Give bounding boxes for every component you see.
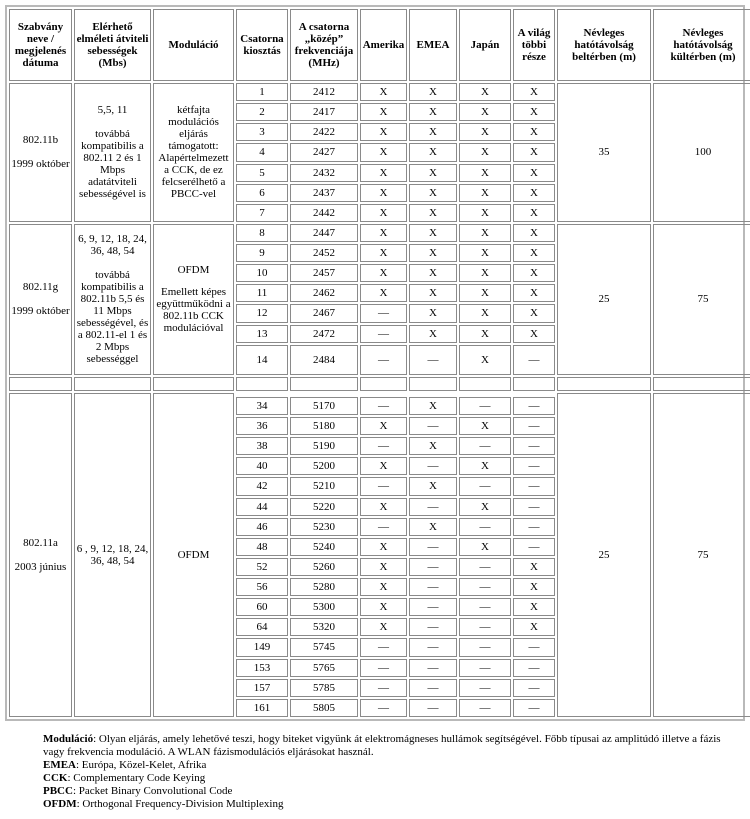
outdoor-range-802-11g: 75: [653, 224, 750, 375]
channel-number: 64: [236, 618, 288, 636]
america-availability: X: [360, 457, 407, 475]
rest-of-world-availability: —: [513, 437, 555, 455]
center-frequency: 5180: [290, 417, 358, 435]
channel-number: 14: [236, 345, 288, 375]
japan-availability: X: [459, 325, 511, 343]
america-availability: —: [360, 518, 407, 536]
channel-number: 60: [236, 598, 288, 616]
modulation-802-11g: [153, 224, 234, 375]
emea-availability: X: [409, 204, 457, 222]
channel-number: 12: [236, 304, 288, 322]
america-availability: —: [360, 477, 407, 495]
center-frequency: 5765: [290, 659, 358, 677]
emea-availability: —: [409, 345, 457, 375]
channel-number: 3: [236, 123, 288, 141]
japan-availability: —: [459, 558, 511, 576]
channel-number: 11: [236, 284, 288, 302]
america-availability: —: [360, 699, 407, 717]
standard-date: 1999 október: [11, 305, 70, 318]
japan-availability: X: [459, 83, 511, 101]
rest-of-world-availability: —: [513, 477, 555, 495]
america-availability: —: [360, 638, 407, 656]
emea-availability: X: [409, 397, 457, 415]
header-channel: Csatorna kiosztás: [236, 9, 288, 81]
header-emea: EMEA: [409, 9, 457, 81]
america-availability: —: [360, 679, 407, 697]
japan-availability: X: [459, 457, 511, 475]
japan-availability: —: [459, 598, 511, 616]
japan-availability: X: [459, 164, 511, 182]
emea-availability: —: [409, 598, 457, 616]
america-availability: —: [360, 437, 407, 455]
modulation-name: OFDM: [177, 264, 210, 277]
rest-of-world-availability: X: [513, 184, 555, 202]
modulation-text: kétfajta modulációs eljárás támogatott: Alapértelmezett a CCK, de ez felcserélhető a PBCC-vel: [158, 104, 229, 201]
rest-of-world-availability: —: [513, 417, 555, 435]
emea-availability: —: [409, 417, 457, 435]
japan-availability: X: [459, 103, 511, 121]
channel-number: 161: [236, 699, 288, 717]
channel-number: 40: [236, 457, 288, 475]
header-modulation: Moduláció: [153, 9, 234, 81]
emea-availability: X: [409, 304, 457, 322]
america-availability: X: [360, 417, 407, 435]
america-availability: X: [360, 538, 407, 556]
footnote: PBCC: Packet Binary Convolutional Code: [43, 785, 233, 797]
block-802-11a: [9, 393, 750, 717]
center-frequency: 2417: [290, 103, 358, 121]
speed-values: 6 , 9, 12, 18, 24, 36, 48, 54: [76, 542, 149, 567]
rest-of-world-availability: —: [513, 659, 555, 677]
channel-number: 46: [236, 518, 288, 536]
rest-of-world-availability: X: [513, 143, 555, 161]
rest-of-world-availability: X: [513, 618, 555, 636]
standard-802-11g: [9, 224, 72, 375]
channel-number: 52: [236, 558, 288, 576]
rest-of-world-availability: —: [513, 638, 555, 656]
japan-availability: —: [459, 618, 511, 636]
center-frequency: 5240: [290, 538, 358, 556]
footnote: OFDM: Orthogonal Frequency-Division Multiplexing: [43, 798, 284, 810]
footnote: CCK: Complementary Code Keying: [43, 772, 206, 784]
rest-of-world-availability: —: [513, 345, 555, 375]
america-availability: X: [360, 498, 407, 516]
channel-number: 10: [236, 264, 288, 282]
block-802-11bg: [9, 83, 750, 375]
america-availability: —: [360, 397, 407, 415]
outdoor-range-802-11a: 75: [653, 393, 750, 717]
channel-number: 7: [236, 204, 288, 222]
rest-of-world-availability: —: [513, 397, 555, 415]
rest-of-world-availability: X: [513, 164, 555, 182]
speed-note: továbbá kompatibilis a 802.11b 5,5 és 11 Mbps sebességével, és a 802.11-el 1 és 2 Mbps sebességgel: [76, 269, 149, 366]
japan-availability: X: [459, 123, 511, 141]
japan-availability: X: [459, 204, 511, 222]
japan-availability: X: [459, 304, 511, 322]
center-frequency: 5230: [290, 518, 358, 536]
rest-of-world-availability: X: [513, 578, 555, 596]
emea-availability: —: [409, 457, 457, 475]
indoor-range-802-11g: 25: [557, 224, 651, 375]
header-speed: Elérhető elméleti átviteli sebességek (Mbs): [74, 9, 151, 81]
channel-number: 5: [236, 164, 288, 182]
center-frequency: 2447: [290, 224, 358, 242]
footnotes: [43, 733, 743, 811]
rest-of-world-availability: X: [513, 304, 555, 322]
emea-availability: —: [409, 659, 457, 677]
america-availability: X: [360, 204, 407, 222]
channel-number: 34: [236, 397, 288, 415]
outdoor-range-802-11b: 100: [653, 83, 750, 222]
japan-availability: X: [459, 538, 511, 556]
rest-of-world-availability: —: [513, 518, 555, 536]
japan-availability: X: [459, 417, 511, 435]
center-frequency: 2432: [290, 164, 358, 182]
america-availability: X: [360, 578, 407, 596]
japan-availability: X: [459, 244, 511, 262]
emea-availability: —: [409, 699, 457, 717]
footnote: Moduláció: Olyan eljárás, amely lehetővé teszi, hogy biteket vigyünk át elektromágneses hullámok segítségével. Főbb típusai az amplitúdó illetve a fázis vagy frekvencia moduláció. A WLAN fázismodulációs eljárásokat használ.: [43, 733, 721, 758]
rest-of-world-availability: X: [513, 83, 555, 101]
separator-row: [9, 377, 750, 391]
japan-availability: X: [459, 498, 511, 516]
japan-availability: —: [459, 638, 511, 656]
standard-name: 802.11b: [22, 134, 59, 147]
modulation-802-11b: [153, 83, 234, 222]
america-availability: X: [360, 123, 407, 141]
center-frequency: 2412: [290, 83, 358, 101]
japan-availability: —: [459, 679, 511, 697]
header-standard: Szabvány neve / megjelenés dátuma: [9, 9, 72, 81]
center-frequency: 2457: [290, 264, 358, 282]
america-availability: —: [360, 659, 407, 677]
japan-availability: —: [459, 437, 511, 455]
emea-availability: —: [409, 679, 457, 697]
speed-802-11g: [74, 224, 151, 375]
america-availability: X: [360, 598, 407, 616]
center-frequency: 2452: [290, 244, 358, 262]
speed-note: továbbá kompatibilis a 802.11 2 és 1 Mbps adatátviteli sebességével is: [79, 128, 146, 201]
header-row: [9, 9, 750, 81]
emea-availability: X: [409, 103, 457, 121]
channel-number: 153: [236, 659, 288, 677]
rest-of-world-availability: —: [513, 699, 555, 717]
table-row: [9, 224, 750, 242]
emea-availability: X: [409, 264, 457, 282]
channel-number: 42: [236, 477, 288, 495]
america-availability: X: [360, 103, 407, 121]
emea-availability: X: [409, 123, 457, 141]
rest-of-world-availability: X: [513, 598, 555, 616]
indoor-range-802-11a: 25: [557, 393, 651, 717]
japan-availability: X: [459, 345, 511, 375]
speed-802-11a: [74, 393, 151, 717]
emea-availability: X: [409, 477, 457, 495]
center-frequency: 5805: [290, 699, 358, 717]
emea-availability: —: [409, 538, 457, 556]
japan-availability: X: [459, 184, 511, 202]
rest-of-world-availability: X: [513, 558, 555, 576]
japan-availability: X: [459, 143, 511, 161]
header-frequency: A csatorna „közép” frekvenciája (MHz): [290, 9, 358, 81]
emea-availability: X: [409, 325, 457, 343]
header-indoor-range: Névleges hatótávolság beltérben (m): [557, 9, 651, 81]
center-frequency: 5220: [290, 498, 358, 516]
center-frequency: 5210: [290, 477, 358, 495]
center-frequency: 2437: [290, 184, 358, 202]
emea-availability: X: [409, 518, 457, 536]
center-frequency: 5320: [290, 618, 358, 636]
center-frequency: 5190: [290, 437, 358, 455]
america-availability: X: [360, 164, 407, 182]
speed-values: 6, 9, 12, 18, 24, 36, 48, 54: [78, 233, 147, 258]
japan-availability: X: [459, 264, 511, 282]
rest-of-world-availability: X: [513, 264, 555, 282]
channel-number: 157: [236, 679, 288, 697]
header-rest-of-world: A világ többi része: [513, 9, 555, 81]
emea-availability: —: [409, 558, 457, 576]
rest-of-world-availability: X: [513, 284, 555, 302]
emea-availability: —: [409, 578, 457, 596]
channel-number: 6: [236, 184, 288, 202]
center-frequency: 5200: [290, 457, 358, 475]
america-availability: X: [360, 184, 407, 202]
standard-date: 2003 június: [14, 560, 67, 573]
rest-of-world-availability: X: [513, 325, 555, 343]
center-frequency: 2427: [290, 143, 358, 161]
center-frequency: 2442: [290, 204, 358, 222]
channel-number: 48: [236, 538, 288, 556]
standard-802-11b: [9, 83, 72, 222]
japan-availability: —: [459, 518, 511, 536]
channel-number: 2: [236, 103, 288, 121]
header-outdoor-range: Névleges hatótávolság kültérben (m): [653, 9, 750, 81]
center-frequency: 2472: [290, 325, 358, 343]
separator-rows: [9, 377, 750, 391]
emea-availability: X: [409, 164, 457, 182]
america-availability: —: [360, 304, 407, 322]
center-frequency: 5260: [290, 558, 358, 576]
center-frequency: 5280: [290, 578, 358, 596]
america-availability: X: [360, 244, 407, 262]
emea-availability: —: [409, 618, 457, 636]
center-frequency: 5785: [290, 679, 358, 697]
america-availability: X: [360, 143, 407, 161]
japan-availability: X: [459, 284, 511, 302]
america-availability: —: [360, 345, 407, 375]
emea-availability: X: [409, 244, 457, 262]
rest-of-world-availability: X: [513, 123, 555, 141]
table-row: [9, 83, 750, 101]
center-frequency: 2484: [290, 345, 358, 375]
table-frame: [5, 5, 745, 721]
emea-availability: X: [409, 224, 457, 242]
emea-availability: X: [409, 143, 457, 161]
emea-availability: X: [409, 437, 457, 455]
rest-of-world-availability: —: [513, 538, 555, 556]
channel-number: 44: [236, 498, 288, 516]
japan-availability: —: [459, 659, 511, 677]
america-availability: X: [360, 224, 407, 242]
channel-number: 36: [236, 417, 288, 435]
rest-of-world-availability: —: [513, 498, 555, 516]
america-availability: —: [360, 325, 407, 343]
japan-availability: —: [459, 699, 511, 717]
center-frequency: 2467: [290, 304, 358, 322]
japan-availability: —: [459, 477, 511, 495]
wlan-standards-table: [7, 7, 750, 719]
standard-date: 1999 október: [11, 158, 70, 171]
channel-number: 9: [236, 244, 288, 262]
channel-number: 149: [236, 638, 288, 656]
channel-number: 13: [236, 325, 288, 343]
channel-number: 1: [236, 83, 288, 101]
emea-availability: —: [409, 498, 457, 516]
header-japan: Japán: [459, 9, 511, 81]
rest-of-world-availability: —: [513, 457, 555, 475]
standard-802-11a: [9, 393, 72, 717]
emea-availability: X: [409, 83, 457, 101]
channel-number: 4: [236, 143, 288, 161]
america-availability: X: [360, 558, 407, 576]
speed-802-11b: [74, 83, 151, 222]
channel-number: 8: [236, 224, 288, 242]
modulation-name: OFDM: [177, 548, 210, 561]
modulation-text: Emellett képes együttműködni a 802.11b CCK modulációval: [156, 286, 231, 335]
center-frequency: 5745: [290, 638, 358, 656]
america-availability: X: [360, 618, 407, 636]
america-availability: X: [360, 83, 407, 101]
channel-number: 38: [236, 437, 288, 455]
header-america: Amerika: [360, 9, 407, 81]
speed-values: 5,5, 11: [97, 104, 128, 117]
japan-availability: X: [459, 224, 511, 242]
footnote: EMEA: Európa, Közel-Kelet, Afrika: [43, 759, 207, 771]
america-availability: X: [360, 284, 407, 302]
emea-availability: —: [409, 638, 457, 656]
rest-of-world-availability: X: [513, 204, 555, 222]
standard-name: 802.11a: [23, 536, 58, 549]
standard-name: 802.11g: [22, 281, 59, 294]
rest-of-world-availability: X: [513, 224, 555, 242]
center-frequency: 2422: [290, 123, 358, 141]
modulation-802-11a: [153, 393, 234, 717]
channel-number: 56: [236, 578, 288, 596]
center-frequency: 2462: [290, 284, 358, 302]
rest-of-world-availability: X: [513, 244, 555, 262]
japan-availability: —: [459, 397, 511, 415]
indoor-range-802-11b: 35: [557, 83, 651, 222]
rest-of-world-availability: —: [513, 679, 555, 697]
america-availability: X: [360, 264, 407, 282]
center-frequency: 5170: [290, 397, 358, 415]
rest-of-world-availability: X: [513, 103, 555, 121]
japan-availability: —: [459, 578, 511, 596]
center-frequency: 5300: [290, 598, 358, 616]
emea-availability: X: [409, 184, 457, 202]
emea-availability: X: [409, 284, 457, 302]
